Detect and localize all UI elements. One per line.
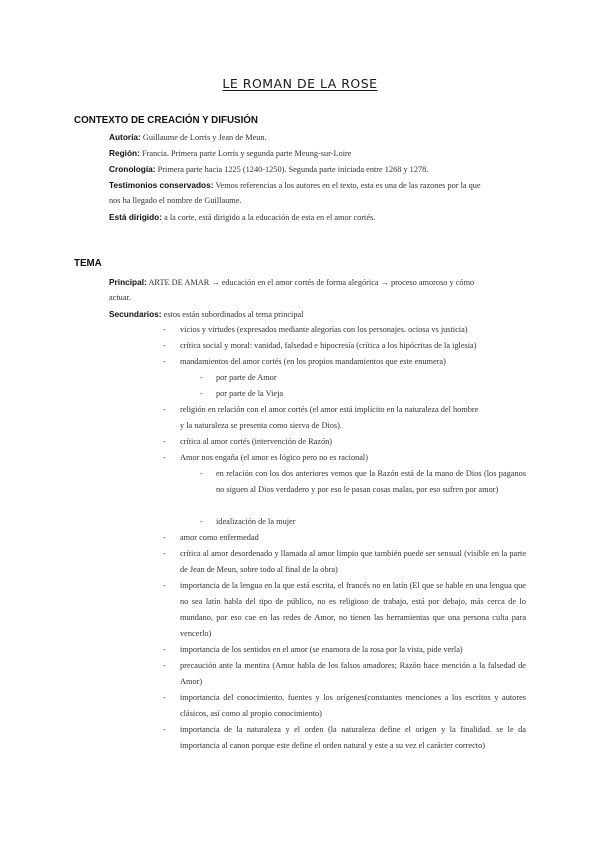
list-item: Amor nos engaña (el amor es lógico pero no es racional) [180, 453, 368, 462]
dirigido-label: Está dirigido: [109, 212, 163, 222]
autoria-label: Autoría: [109, 132, 141, 142]
document-title: LE ROMAN DE LA ROSE [222, 76, 378, 91]
list-subitem: por parte de la Vieja [216, 389, 284, 398]
list-bullet: - [163, 533, 166, 542]
list-item: importancia de la naturaleza y el orden (la naturaleza define el origen y la finalidad. se le da importancia al canon porque este define el orden natural y este a su vez el carácter correcto) [180, 725, 526, 750]
list-subitem: por parte de Amor [216, 373, 277, 382]
testimonios-label: Testimonios conservados: [109, 180, 214, 190]
principal-label: Principal: [109, 277, 147, 287]
dirigido-line [109, 211, 375, 224]
region-value: Francia. Primera parte Lorris y segunda parte Meung-sur-Loire [141, 149, 352, 158]
autoria-value: Guillaume de Lorris y Jean de Meun. [142, 133, 267, 142]
list-item: crítica al amor desordenado y llamada al amor limpio que también puede ser sensual (visible en la parte de Jean de Meun, sobre todo al final de la obra) [180, 549, 526, 574]
list-bullet: - [163, 693, 166, 702]
list-subitem: en relación con los dos anteriores vemos que la Razón está de la mano de Dios (los paganos no siguen al Dios verdadero y por eso le pasan cosas malas, por eso sufren por amor) [216, 469, 526, 494]
cronologia-label: Cronología: [109, 164, 156, 174]
list-item: importancia de los sentidos en el amor (se enamora de la rosa por la vista, pide verla) [180, 645, 463, 654]
secundarios-line [109, 308, 304, 321]
list-bullet: - [163, 661, 166, 670]
list-bullet: - [200, 469, 203, 478]
principal-value: ARTE DE AMAR → educación en el amor cortés de forma alegórica → proceso amoroso y cómo [148, 278, 475, 287]
autoria-line [109, 131, 267, 144]
list-bullet: - [200, 373, 203, 382]
list-item: importancia del conocimiento, fuentes y los orígenes(constantes menciones a los escritos y autores clásicos, así como al propio conocimiento) [180, 693, 526, 718]
list-bullet: - [163, 725, 166, 734]
list-item: precaución ante la mentira (Amor habla de los falsos amadores; Razón hace mención a la falsedad de Amor) [180, 661, 526, 686]
region-label: Región: [109, 148, 140, 158]
testimonios-line [109, 179, 481, 192]
secundarios-label: Secundarios: [109, 309, 162, 319]
list-item: crítica al amor cortés (intervención de Razón) [180, 437, 333, 446]
section-heading-contexto: CONTEXTO DE CREACIÓN Y DIFUSIÓN [74, 115, 258, 126]
list-bullet: - [163, 549, 166, 558]
principal-line-2: actuar. [109, 293, 131, 302]
list-item: amor como enfermedad [180, 533, 259, 542]
list-item: crítica social y moral: vanidad, falsedad e hipocresía (crítica a los hipócritas de la iglesia) [180, 341, 477, 350]
cronologia-line [109, 163, 428, 176]
list-item: religión en relación con el amor cortés (el amor está implícito en la naturaleza del hombre [180, 405, 479, 414]
list-bullet: - [163, 437, 166, 446]
list-item: importancia de la lengua en la que está escrita, el francés no en latín (El que se hable en una lengua que no sea latín habla del tipo de público, no es religioso de trabajo, está por debajo, más cerca de lo mundano, por eso cae en las redes de Amor, no tienen las herramientas que una persona culta para vencerlo) [180, 581, 526, 638]
region-line [109, 147, 351, 160]
list-bullet: - [163, 581, 166, 590]
list-subitem: idealización de la mujer [216, 517, 296, 526]
principal-line [109, 276, 474, 289]
list-bullet: - [163, 341, 166, 350]
list-item: vicios y virtudes (expresados mediante alegorías con los personajes. ociosa vs justicia) [180, 325, 468, 334]
list-bullet: - [163, 325, 166, 334]
list-item: mandamientos del amor cortés (en los propios mandamientos que este enumera) [180, 357, 446, 366]
testimonios-line-2: nos ha llegado el nombre de Guillaume. [109, 196, 242, 205]
testimonios-value: Vemos referencias a los autores en el texto, esta es una de las razones por la que [215, 181, 481, 190]
list-bullet: - [200, 517, 203, 526]
secundarios-value: estos están subordinados al tema principal [163, 310, 304, 319]
list-item-continuation: y la naturaleza se presenta como sierva de Dios). [180, 421, 342, 430]
list-bullet: - [163, 357, 166, 366]
list-bullet: - [200, 389, 203, 398]
list-bullet: - [163, 453, 166, 462]
dirigido-value: a la corte, está dirigido a la educación de esta en el amor cortés. [164, 213, 376, 222]
section-heading-tema: TEMA [74, 258, 102, 269]
list-bullet: - [163, 405, 166, 414]
cronologia-value: Primera parte hacia 1225 (1240-1250). Segunda parte iniciada entre 1268 y 1278. [157, 165, 429, 174]
list-bullet: - [163, 645, 166, 654]
